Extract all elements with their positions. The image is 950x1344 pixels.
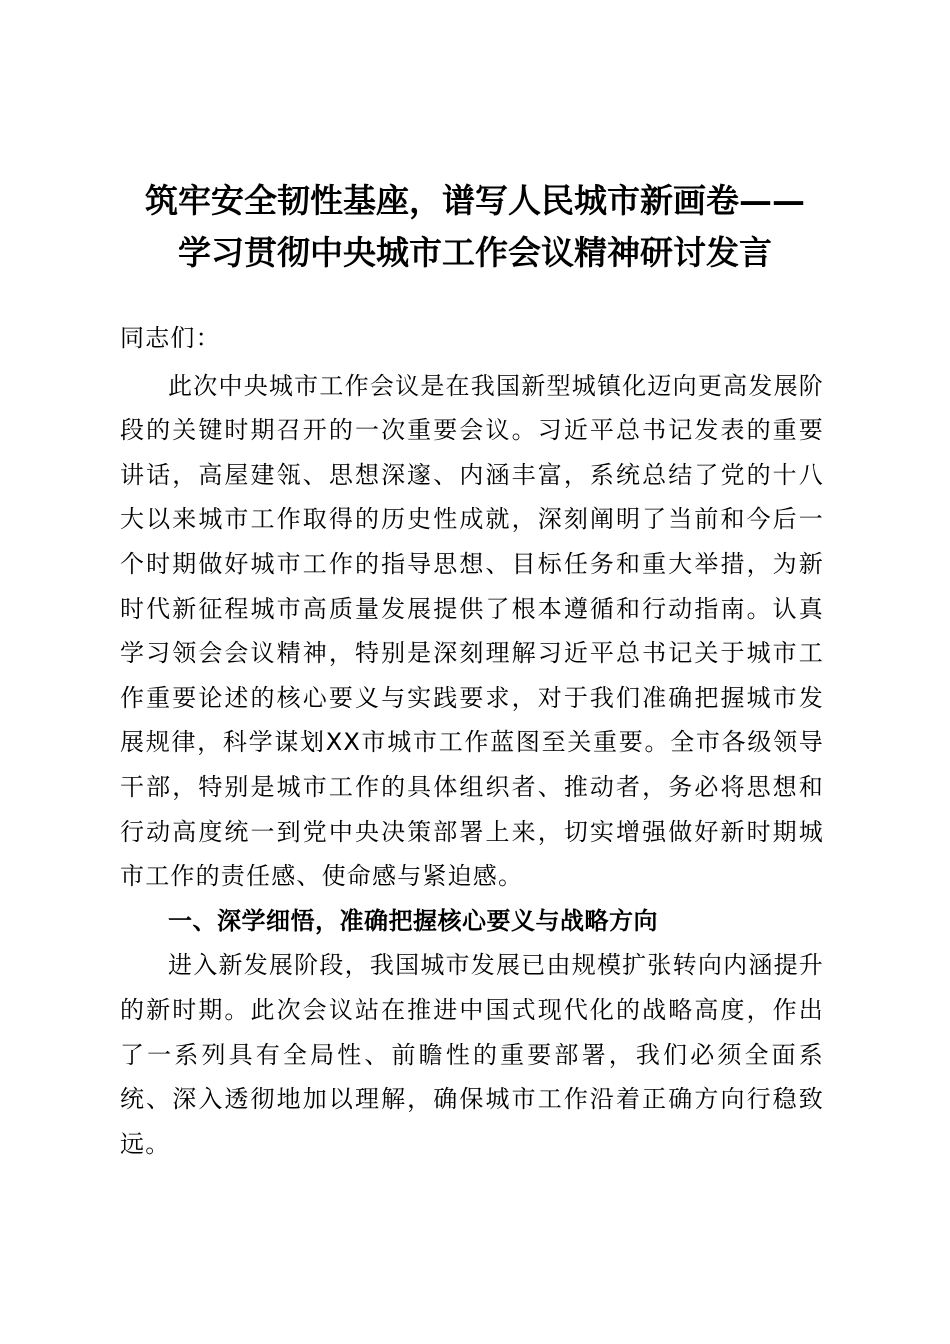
title-line-1: 筑牢安全韧性基座，谱写人民城市新画卷—— — [145, 181, 805, 220]
section-heading-1: 一、深学细悟，准确把握核心要义与战略方向 — [168, 906, 658, 935]
paragraph-intro: 此次中央城市工作会议是在我国新型城镇化迈向更高发展阶段的关键时期召开的一次重要会议。习近平总书记发表的重要讲话，高屋建瓴、思想深邃、内涵丰富，系统总结了党的十八大以来城市工作取得的历史性成就，深刻阐明了当前和今后一个时期做好城市工作的指导思想、目标任务和重大举措，为新时代新征程城市高质量发展提供了根本遵循和行动指南。认真学习领会会议精神，特别是深刻理解习近平总书记关于城市工作重要论述的核心要义与实践要求，对于我们准确把握城市发展规律，科学谋划XX市城市工作蓝图至关重要。全市各级领导干部，特别是城市工作的具体组织者、推动者，务必将思想和行动高度统一到党中央决策部署上来，切实增强做好新时期城市工作的责任感、使命感与紧迫感。 — [120, 371, 824, 891]
salutation: 同志们： — [120, 324, 221, 352]
title-line-2: 学习贯彻中央城市工作会议精神研讨发言 — [178, 233, 772, 272]
document-title — [100, 175, 850, 279]
document-body — [120, 316, 824, 1166]
paragraph-section-1: 进入新发展阶段，我国城市发展已由规模扩张转向内涵提升的新时期。此次会议站在推进中国式现代化的战略高度，作出了一系列具有全局性、前瞻性的重要部署，我们必须全面系统、深入透彻地加以理解，确保城市工作沿着正确方向行稳致远。 — [120, 951, 824, 1158]
